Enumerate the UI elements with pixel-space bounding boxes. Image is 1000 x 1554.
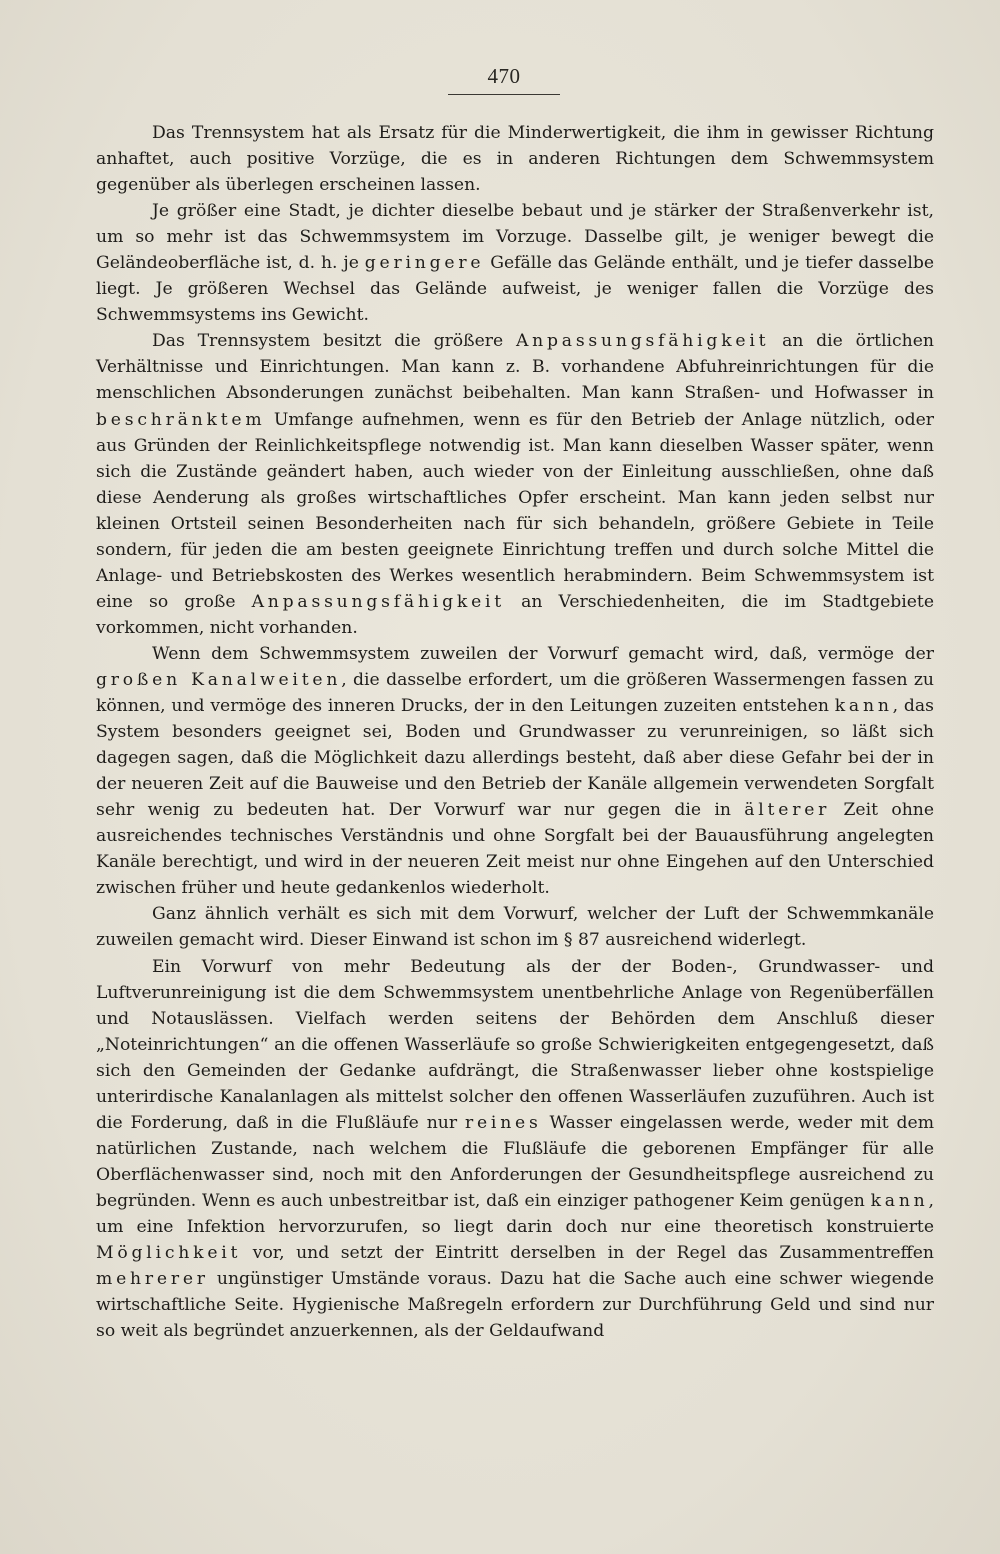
text-run: Je größer eine Stadt, je dichter dieselbe bebaut und je stärker der Straßenverkehr ist, um so mehr ist das Schwemmsystem im Vorzuge. Dasselbe gilt, je weniger bewegt die Geländeoberfläche ist, d. h. je [96, 201, 934, 274]
body-text [96, 120, 934, 1344]
spaced-emphasis: kann [834, 696, 893, 717]
spaced-emphasis: beschränktem [96, 409, 266, 430]
text-run: Das Trennsystem hat als Ersatz für die Minderwertigkeit, die ihm in gewisser Richtung anhaftet, auch positive Vorzüge, die es in anderen Richtungen dem Schwemmsystem gegenüber als überlegen erscheinen lassen. [96, 123, 934, 196]
text-run: Zeit ohne ausreichendes technisches Verständnis und ohne Sorgfalt bei der Bauausführung angelegten Kanäle berechtigt, und wird in der neueren Zeit meist nur ohne Eingehen auf den Unterschied zwischen früher und heute gedankenlos wiederholt. [96, 800, 935, 899]
spaced-emphasis: kann [870, 1190, 929, 1211]
text-run: , die dasselbe erfordert, um die größeren Wassermengen fassen zu können, und vermöge des inneren Drucks, der in den Leitungen zuzeiten entstehen [96, 669, 934, 717]
spaced-emphasis: Anpassungsfähigkeit [515, 331, 770, 352]
spaced-emphasis: reines [464, 1112, 542, 1133]
paragraph [96, 120, 934, 198]
text-run: vor, und setzt der Eintritt derselben in der Regel das Zusammentreffen [241, 1243, 934, 1264]
text-run: Das Trennsystem besitzt die größere [152, 331, 516, 352]
paragraph [96, 641, 934, 901]
spaced-emphasis: älterer [744, 800, 831, 821]
spaced-emphasis: geringere [364, 253, 485, 274]
text-run: Ganz ähnlich verhält es sich mit dem Vorwurf, welcher der Luft der Schwemmkanäle zuweilen gemacht wird. Dieser Einwand ist schon im § 87 ausreichend widerlegt. [96, 904, 934, 951]
paragraph [96, 198, 934, 328]
paragraph [96, 954, 934, 1345]
text-run: , das System besonders geeignet sei, Boden und Grundwasser zu verunreinigen, so läßt sich dagegen sagen, daß die Möglichkeit dazu allerdings besteht, daß aber diese Gefahr bei der in der neueren Zeit auf die Bauweise und den Betrieb der Kanäle allgemein verwendeten Sorgfalt sehr wenig zu bedeuten hat. Der Vorwurf war nur gegen die in [96, 696, 934, 821]
text-run: Ein Vorwurf von mehr Bedeutung als der der Boden-, Grundwasser- und Luftverunreinigung ist die dem Schwemmsystem unentbehrliche Anlage von Regenüberfällen und Notauslässen. Vielfach werden seitens der Behörden dem Anschluß dieser „Noteinrichtungen“ an die offenen Wasserläufe so große Schwierigkeiten entgegengesetzt, daß sich den Gemeinden der Gedanke aufdrängt, die Straßenwasser lieber ohne kostspielige unterirdische Kanalanlagen als mittelst solcher den offenen Wasserläufen zuzuführen. Auch ist die Forderung, daß in die Flußläufe nur [96, 956, 934, 1133]
spaced-emphasis: großen Kanalweiten [96, 669, 342, 690]
spaced-emphasis: Möglichkeit [96, 1243, 242, 1264]
paragraph [96, 328, 934, 641]
spaced-emphasis: mehrerer [96, 1269, 209, 1290]
text-run: Wasser eingelassen werde, weder mit dem natürlichen Zustande, nach welchem die Flußläufe die geborenen Empfänger für alle Oberflächenwasser sind, noch mit den Anforderungen der Gesundheitspflege ausreichend zu begründen. Wenn es auch unbestreitbar ist, daß ein einziger pathogener Keim genügen [96, 1112, 934, 1211]
text-run: an Verschiedenheiten, die im Stadtgebiete vorkommen, nicht vorhanden. [96, 591, 935, 638]
page-number-rule [448, 94, 560, 95]
paragraph [96, 901, 934, 953]
text-run: Umfange aufnehmen, wenn es für den Betrieb der Anlage nützlich, oder aus Gründen der Reinlichkeitspflege notwendig ist. Man kann dieselben Wasser später, wenn sich die Zustände geändert haben, auch wieder von der Einleitung ausschließen, ohne daß diese Aenderung als großes wirtschaftliches Opfer erscheint. Man kann jeden selbst nur kleinen Ortsteil seinen Besonderheiten nach für sich behandeln, größere Gebiete in Teile sondern, für jeden die am besten geeignete Einrichtung treffen und durch solche Mittel die Anlage- und Betriebskosten des Werkes wesentlich herabmindern. Beim Schwemmsystem ist eine so große [96, 409, 934, 612]
text-run: an die örtlichen Verhältnisse und Einrichtungen. Man kann z. B. vorhandene Abfuhreinrichtungen für die menschlichen Absonderungen zunächst beibehalten. Man kann Straßen- und Hofwasser in [96, 331, 934, 404]
spaced-emphasis: Anpassungsfähigkeit [251, 591, 505, 612]
text-run: Wenn dem Schwemmsystem zuweilen der Vorwurf gemacht wird, daß, vermöge der [152, 643, 934, 664]
text-run: Gefälle das Gelände enthält, und je tiefer dasselbe liegt. Je größeren Wechsel das Gelände aufweist, je weniger fallen die Vorzüge des Schwemmsystems ins Gewicht. [96, 253, 934, 326]
page-number: 470 [487, 64, 521, 88]
text-run: ungünstiger Umstände voraus. Dazu hat die Sache auch eine schwer wiegende wirtschaftliche Seite. Hygienische Maßregeln erfordern zur Durchführung Geld und sind nur so weit als begründet anzuerkennen, als der Geldaufwand [96, 1269, 934, 1342]
text-run: , um eine Infektion hervorzurufen, so liegt darin doch nur eine theoretisch konstruierte [96, 1190, 934, 1237]
